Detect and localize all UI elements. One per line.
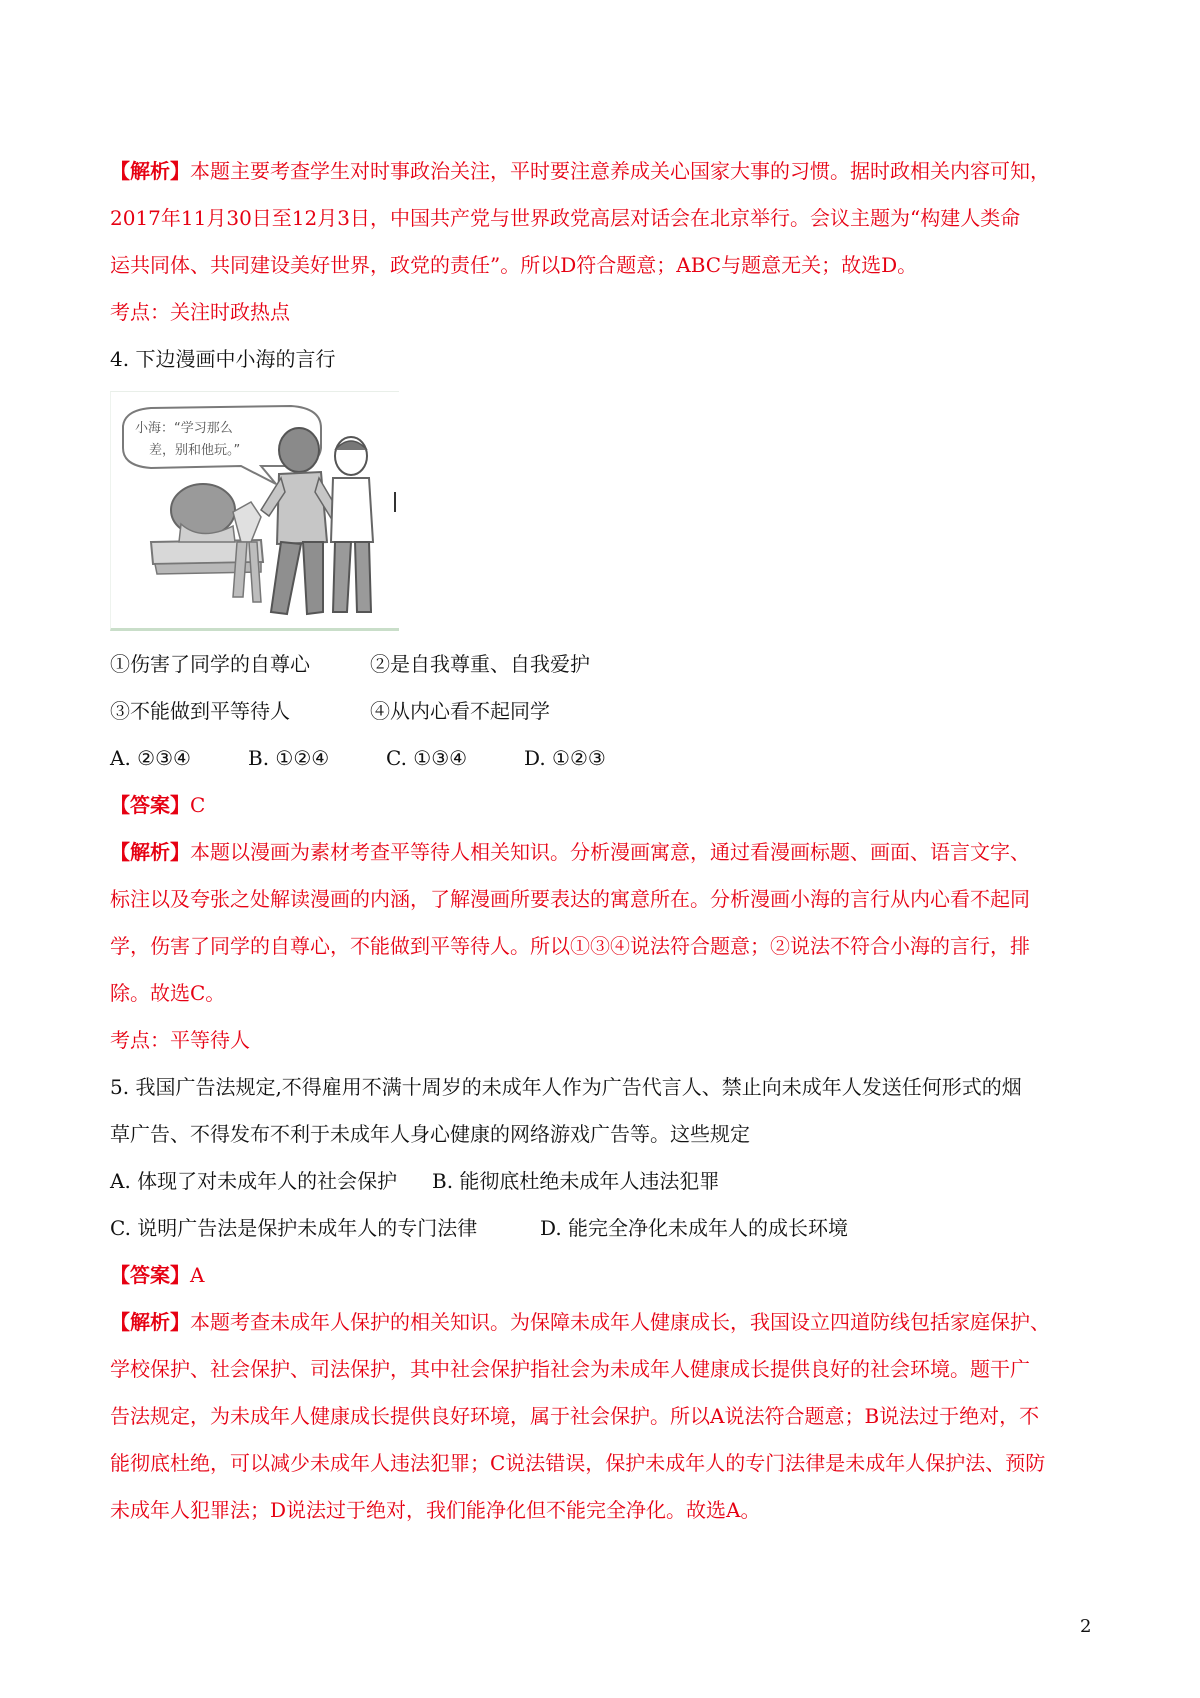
analysis-tag: 【解析】 bbox=[110, 159, 190, 183]
cartoon-caption-line-1: 小海：“学习那么 bbox=[135, 421, 233, 436]
option-c: C. ①③④ bbox=[386, 746, 468, 770]
analysis-tag: 【解析】 bbox=[110, 1310, 190, 1334]
q4-analysis-line-2: 标注以及夸张之处解读漫画的内涵，了解漫画所要表达的寓意所在。分析漫画小海的言行从内心看不起同 bbox=[110, 887, 1030, 911]
q5-analysis-line-2: 学校保护、社会保护、司法保护，其中社会保护指社会为未成年人健康成长提供良好的社会环境。题干广 bbox=[110, 1357, 1030, 1381]
answer-tag: 【答案】 bbox=[110, 1263, 190, 1287]
q4-analysis-line-4: 除。故选C。 bbox=[110, 981, 226, 1005]
option-d: D. 能完全净化未成年人的成长环境 bbox=[540, 1216, 849, 1240]
option-a: A. 体现了对未成年人的社会保护 bbox=[110, 1169, 398, 1193]
q4-answer bbox=[110, 782, 1110, 829]
q5-analysis-line-1: 【解析】本题考查未成年人保护的相关知识。为保障未成年人健康成长，我国设立四道防线包括家庭保护、 bbox=[110, 1310, 1050, 1334]
option-b: B. 能彻底杜绝未成年人违法犯罪 bbox=[432, 1169, 720, 1193]
statement-4: ④从内心看不起同学 bbox=[370, 699, 550, 723]
q4-stem: 4. 下边漫画中小海的言行 bbox=[110, 347, 336, 371]
q5-stem-line-2: 草广告、不得发布不利于未成年人身心健康的网络游戏广告等。这些规定 bbox=[110, 1122, 750, 1146]
q3-kaodian: 考点：关注时政热点 bbox=[110, 300, 290, 324]
q4-statements-row-2 bbox=[110, 688, 1110, 735]
option-d: D. ①②③ bbox=[524, 746, 606, 770]
q4-statements-row-1 bbox=[110, 641, 1110, 688]
page-content bbox=[110, 148, 1110, 1534]
q4-kaodian: 考点：平等待人 bbox=[110, 1028, 250, 1052]
answer-value: C bbox=[190, 793, 206, 817]
option-c: C. 说明广告法是保护未成年人的专门法律 bbox=[110, 1216, 478, 1240]
answer-tag: 【答案】 bbox=[110, 793, 190, 817]
cartoon-caption-line-2: 差，别和他玩。” bbox=[149, 443, 241, 458]
q5-analysis-line-3: 告法规定，为未成年人健康成长提供良好环境，属于社会保护。所以A说法符合题意；B说法过于绝对，不 bbox=[110, 1404, 1040, 1428]
answer-value: A bbox=[190, 1263, 205, 1287]
q4-analysis-line-1: 【解析】本题以漫画为素材考查平等待人相关知识。分析漫画寓意，通过看漫画标题、画面、语言文字、 bbox=[110, 840, 1030, 864]
q5-answer bbox=[110, 1252, 1110, 1299]
q5-analysis-line-4: 能彻底杜绝，可以减少未成年人违法犯罪；C说法错误，保护未成年人的专门法律是未成年人保护法、预防 bbox=[110, 1451, 1046, 1475]
page-number: 2 bbox=[1080, 1616, 1092, 1637]
q4-options-row bbox=[110, 735, 1110, 782]
option-a: A. ②③④ bbox=[110, 746, 191, 770]
q5-analysis-line-5: 未成年人犯罪法；D说法过于绝对，我们能净化但不能完全净化。故选A。 bbox=[110, 1498, 761, 1522]
q3-analysis-line-2: 2017年11月30日至12月3日，中国共产党与世界政党高层对话会在北京举行。会议主题为“构建人类命 bbox=[110, 206, 1021, 230]
q5-options-row-2 bbox=[110, 1205, 1110, 1252]
statement-2: ②是自我尊重、自我爱护 bbox=[370, 652, 590, 676]
cartoon-illustration bbox=[111, 392, 399, 628]
q3-analysis-line-3: 运共同体、共同建设美好世界，政党的责任”。所以D符合题意；ABC与题意无关；故选D。 bbox=[110, 253, 918, 277]
q3-analysis-line-1: 【解析】本题主要考查学生对时事政治关注，平时要注意养成关心国家大事的习惯。据时政相关内容可知， bbox=[110, 159, 1050, 183]
statement-3: ③不能做到平等待人 bbox=[110, 699, 290, 723]
statement-1: ①伤害了同学的自尊心 bbox=[110, 652, 310, 676]
q5-stem-line-1: 5. 我国广告法规定,不得雇用不满十周岁的未成年人作为广告代言人、禁止向未成年人发送任何形式的烟 bbox=[110, 1075, 1022, 1099]
analysis-tag: 【解析】 bbox=[110, 840, 190, 864]
q5-options-row-1 bbox=[110, 1158, 1110, 1205]
option-b: B. ①②④ bbox=[248, 746, 330, 770]
q4-analysis-line-3: 学，伤害了同学的自尊心，不能做到平等待人。所以①③④说法符合题意；②说法不符合小海的言行，排 bbox=[110, 934, 1030, 958]
q4-cartoon-image bbox=[110, 391, 399, 631]
